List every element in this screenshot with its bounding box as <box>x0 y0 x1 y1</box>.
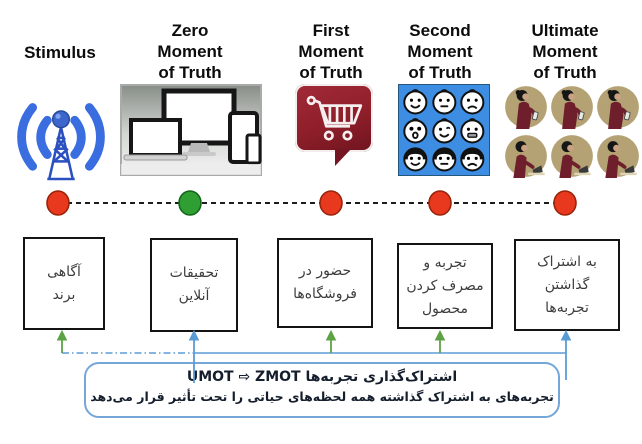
people-sharing-icon <box>504 85 640 181</box>
step-box-brand-awareness <box>23 237 105 330</box>
step-box-text: محصول <box>421 300 469 317</box>
step-box-text: تحقیقات <box>169 265 219 281</box>
title-line: Moment <box>407 42 473 61</box>
face-sad-icon <box>458 87 487 116</box>
feedback-callout <box>84 362 560 418</box>
timeline-dot-smot <box>429 191 451 215</box>
radio-tower-icon <box>14 84 108 182</box>
devices-icon <box>120 84 262 176</box>
face-neutral-icon <box>430 87 459 116</box>
face-grimace-icon <box>458 116 487 145</box>
step-box-online-research <box>150 238 238 332</box>
face-surprised-icon <box>401 116 430 145</box>
callout-line-2: تجربه‌های به اشتراک گذاشته همه لحظه‌های حیاتی را تحت تأثیر قرار می‌دهد <box>90 389 554 404</box>
step-box-text: حضور در <box>298 263 352 279</box>
person-at-laptop-icon <box>504 134 548 178</box>
title-line: Zero <box>171 21 209 40</box>
person-at-laptop-icon <box>550 134 594 178</box>
step-box-text: برند <box>52 286 76 303</box>
title-line: Moment <box>298 42 364 61</box>
step-box-text: فروشگاه‌ها <box>293 286 357 302</box>
step-box-text: آگاهی <box>47 263 81 280</box>
step-box-store-presence <box>277 238 373 328</box>
emoticons-grid-icon <box>398 84 490 176</box>
title-line: of Truth <box>408 63 472 82</box>
person-with-phone-icon <box>550 85 594 129</box>
green-up-arrow <box>58 331 445 353</box>
timeline-dot-fmot <box>320 191 342 215</box>
timeline <box>0 186 642 220</box>
title-line: Ultimate <box>531 21 599 40</box>
person-on-call-icon <box>596 85 640 129</box>
step-box-share-experiences <box>514 239 620 331</box>
callout-line-1: اشتراک‌گذاری تجربه‌ها UMOT ⇨ ZMOT <box>186 369 458 385</box>
column-title-umot <box>503 20 627 83</box>
face-girl-smile-icon <box>401 144 430 173</box>
step-box-text: تجربه و <box>423 254 467 271</box>
title-line: of Truth <box>299 63 363 82</box>
title-line: First <box>312 21 350 40</box>
step-box-text: گذاشتن <box>544 276 590 293</box>
title-line: of Truth <box>533 63 597 82</box>
shopping-cart-icon <box>303 92 365 144</box>
step-box-text: مصرف کردن <box>406 277 484 294</box>
speech-bubble-tail <box>335 148 352 166</box>
title-line: Moment <box>532 42 598 61</box>
column-title-zmot <box>128 20 252 83</box>
column-title-stimulus <box>0 42 122 63</box>
title-line: Second <box>409 21 471 40</box>
column-title-smot <box>378 20 502 83</box>
title-line: Stimulus <box>24 43 96 62</box>
step-box-product-experience <box>397 243 493 329</box>
step-box-text: به اشتراک <box>537 253 597 270</box>
person-with-phone-icon <box>504 85 548 129</box>
speech-bubble <box>295 84 373 152</box>
step-box-text: آنلاین <box>178 288 210 304</box>
step-box-text: تجربه‌ها <box>545 299 589 316</box>
title-line: of Truth <box>158 63 222 82</box>
face-wink-icon <box>430 116 459 145</box>
column-title-fmot <box>269 20 393 83</box>
face-girl-sad-icon <box>458 144 487 173</box>
face-smile-icon <box>401 87 430 116</box>
timeline-dot-umot <box>554 191 576 215</box>
timeline-dot-zmot <box>179 191 201 215</box>
title-line: Moment <box>157 42 223 61</box>
person-at-laptop-icon <box>596 134 640 178</box>
face-girl-neutral-icon <box>430 144 459 173</box>
timeline-dot-stimulus <box>47 191 69 215</box>
cart-speech-bubble-icon <box>295 84 375 172</box>
